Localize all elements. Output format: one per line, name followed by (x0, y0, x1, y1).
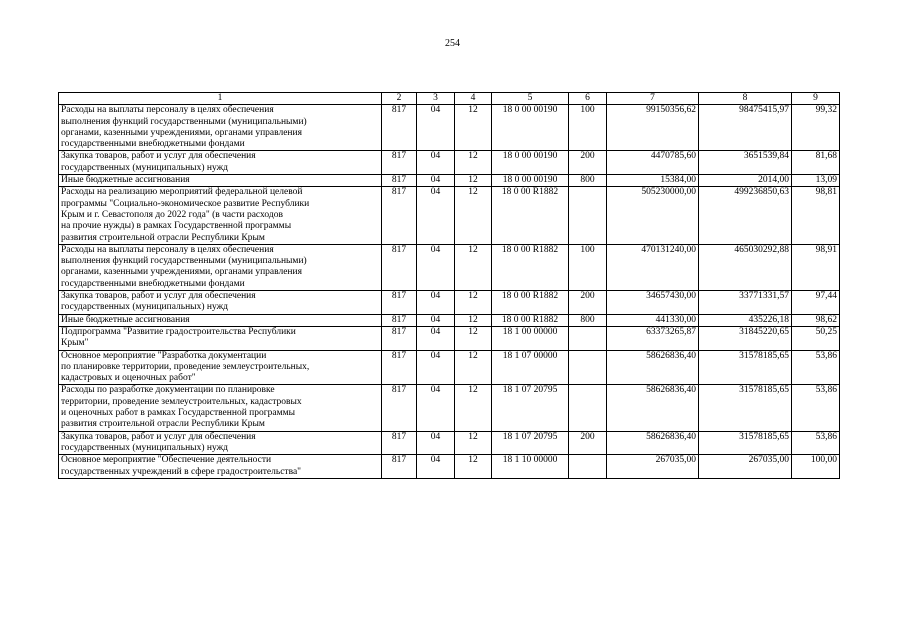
column-header-2: 2 (382, 93, 417, 105)
planned-amount: 99150356,62 (607, 105, 699, 151)
subsection-code: 12 (455, 151, 492, 175)
section-code: 04 (417, 455, 455, 479)
section-code: 04 (417, 431, 455, 455)
planned-amount: 63373265,87 (607, 326, 699, 350)
grbs-code: 817 (382, 105, 417, 151)
target-article-code: 18 0 00 00190 (492, 175, 569, 187)
expense-type-code (569, 187, 607, 244)
table-row (59, 431, 840, 455)
table-row (59, 175, 840, 187)
table-row (59, 151, 840, 175)
grbs-code: 817 (382, 187, 417, 244)
grbs-code: 817 (382, 385, 417, 431)
executed-amount: 31845220,65 (699, 326, 792, 350)
planned-amount: 58626836,40 (607, 385, 699, 431)
executed-amount: 98475415,97 (699, 105, 792, 151)
column-header-8: 8 (699, 93, 792, 105)
planned-amount: 58626836,40 (607, 431, 699, 455)
table-row (59, 105, 840, 151)
row-name: Расходы по разработке документации по планировке территории, проведение землеустроительных, кадастровых и оценочных работ в рамках Государственной программы развития строительной отрасли Республики Крым (59, 385, 382, 431)
planned-amount: 34657430,00 (607, 291, 699, 315)
section-code: 04 (417, 385, 455, 431)
grbs-code: 817 (382, 151, 417, 175)
expense-type-code: 100 (569, 244, 607, 290)
executed-amount: 3651539,84 (699, 151, 792, 175)
execution-percent: 98,81 (792, 187, 840, 244)
table-row (59, 455, 840, 479)
target-article-code: 18 1 07 00000 (492, 350, 569, 385)
grbs-code: 817 (382, 314, 417, 326)
column-header-9: 9 (792, 93, 840, 105)
subsection-code: 12 (455, 326, 492, 350)
planned-amount: 58626836,40 (607, 350, 699, 385)
target-article-code: 18 1 10 00000 (492, 455, 569, 479)
execution-percent: 98,62 (792, 314, 840, 326)
executed-amount: 2014,00 (699, 175, 792, 187)
table-row (59, 187, 840, 244)
grbs-code: 817 (382, 291, 417, 315)
column-header-1: 1 (59, 93, 382, 105)
budget-table (58, 92, 840, 479)
page-number: 254 (445, 38, 460, 49)
column-header-3: 3 (417, 93, 455, 105)
target-article-code: 18 1 07 20795 (492, 431, 569, 455)
column-header-6: 6 (569, 93, 607, 105)
row-name: Закупка товаров, работ и услуг для обеспечения государственных (муниципальных) нужд (59, 431, 382, 455)
section-code: 04 (417, 244, 455, 290)
executed-amount: 499236850,63 (699, 187, 792, 244)
row-name: Закупка товаров, работ и услуг для обеспечения государственных (муниципальных) нужд (59, 291, 382, 315)
executed-amount: 31578185,65 (699, 350, 792, 385)
expense-type-code: 200 (569, 291, 607, 315)
grbs-code: 817 (382, 431, 417, 455)
column-header-4: 4 (455, 93, 492, 105)
planned-amount: 15384,00 (607, 175, 699, 187)
subsection-code: 12 (455, 105, 492, 151)
row-name: Основное мероприятие "Обеспечение деятельности государственных учреждений в сфере градостроительства" (59, 455, 382, 479)
table-row (59, 326, 840, 350)
execution-percent: 53,86 (792, 431, 840, 455)
table-row (59, 350, 840, 385)
grbs-code: 817 (382, 244, 417, 290)
section-code: 04 (417, 105, 455, 151)
expense-type-code: 200 (569, 431, 607, 455)
executed-amount: 465030292,88 (699, 244, 792, 290)
target-article-code: 18 0 00 R1882 (492, 187, 569, 244)
executed-amount: 31578185,65 (699, 431, 792, 455)
planned-amount: 505230000,00 (607, 187, 699, 244)
executed-amount: 267035,00 (699, 455, 792, 479)
section-code: 04 (417, 326, 455, 350)
subsection-code: 12 (455, 187, 492, 244)
expense-type-code (569, 326, 607, 350)
expense-type-code: 100 (569, 105, 607, 151)
planned-amount: 267035,00 (607, 455, 699, 479)
target-article-code: 18 0 00 00190 (492, 105, 569, 151)
target-article-code: 18 0 00 R1882 (492, 291, 569, 315)
subsection-code: 12 (455, 431, 492, 455)
column-header-7: 7 (607, 93, 699, 105)
executed-amount: 33771331,57 (699, 291, 792, 315)
subsection-code: 12 (455, 291, 492, 315)
expense-type-code (569, 455, 607, 479)
row-name: Расходы на выплаты персоналу в целях обеспечения выполнения функций государственными (муниципальными) органами, казенными учреждениями, органами управления государственными внебюджетными фондами (59, 105, 382, 151)
table-row (59, 385, 840, 431)
expense-type-code (569, 350, 607, 385)
table-header-row (59, 93, 840, 105)
expense-type-code (569, 385, 607, 431)
target-article-code: 18 0 00 00190 (492, 151, 569, 175)
target-article-code: 18 0 00 R1882 (492, 244, 569, 290)
executed-amount: 435226,18 (699, 314, 792, 326)
grbs-code: 817 (382, 350, 417, 385)
section-code: 04 (417, 187, 455, 244)
row-name: Подпрограмма "Развитие градостроительства Республики Крым" (59, 326, 382, 350)
execution-percent: 98,91 (792, 244, 840, 290)
grbs-code: 817 (382, 175, 417, 187)
execution-percent: 100,00 (792, 455, 840, 479)
row-name: Расходы на выплаты персоналу в целях обеспечения выполнения функций государственными (муниципальными) органами, казенными учреждениями, органами управления государственными внебюджетными фондами (59, 244, 382, 290)
section-code: 04 (417, 350, 455, 385)
execution-percent: 97,44 (792, 291, 840, 315)
section-code: 04 (417, 291, 455, 315)
planned-amount: 4470785,60 (607, 151, 699, 175)
section-code: 04 (417, 314, 455, 326)
expense-type-code: 800 (569, 175, 607, 187)
row-name: Основное мероприятие "Разработка документации по планировке территории, проведение землеустроительных, кадастровых и оценочных работ" (59, 350, 382, 385)
row-name: Иные бюджетные ассигнования (59, 175, 382, 187)
subsection-code: 12 (455, 314, 492, 326)
executed-amount: 31578185,65 (699, 385, 792, 431)
planned-amount: 441330,00 (607, 314, 699, 326)
target-article-code: 18 1 07 20795 (492, 385, 569, 431)
row-name: Расходы на реализацию мероприятий федеральной целевой программы "Социально-экономическое развитие Республики Крым и г. Севастополя до 2022 года" (в части расходов на прочие нужды) в рамках Государственной программы развития строительной отрасли Республики Крым (59, 187, 382, 244)
execution-percent: 99,32 (792, 105, 840, 151)
expense-type-code: 200 (569, 151, 607, 175)
target-article-code: 18 1 00 00000 (492, 326, 569, 350)
row-name: Закупка товаров, работ и услуг для обеспечения государственных (муниципальных) нужд (59, 151, 382, 175)
grbs-code: 817 (382, 326, 417, 350)
table-row (59, 244, 840, 290)
subsection-code: 12 (455, 175, 492, 187)
table-body (59, 105, 840, 479)
planned-amount: 470131240,00 (607, 244, 699, 290)
section-code: 04 (417, 151, 455, 175)
execution-percent: 81,68 (792, 151, 840, 175)
grbs-code: 817 (382, 455, 417, 479)
subsection-code: 12 (455, 244, 492, 290)
table-row (59, 291, 840, 315)
section-code: 04 (417, 175, 455, 187)
execution-percent: 50,25 (792, 326, 840, 350)
column-header-5: 5 (492, 93, 569, 105)
table-row (59, 314, 840, 326)
execution-percent: 53,86 (792, 385, 840, 431)
execution-percent: 13,09 (792, 175, 840, 187)
subsection-code: 12 (455, 455, 492, 479)
subsection-code: 12 (455, 350, 492, 385)
expense-type-code: 800 (569, 314, 607, 326)
subsection-code: 12 (455, 385, 492, 431)
row-name: Иные бюджетные ассигнования (59, 314, 382, 326)
execution-percent: 53,86 (792, 350, 840, 385)
target-article-code: 18 0 00 R1882 (492, 314, 569, 326)
